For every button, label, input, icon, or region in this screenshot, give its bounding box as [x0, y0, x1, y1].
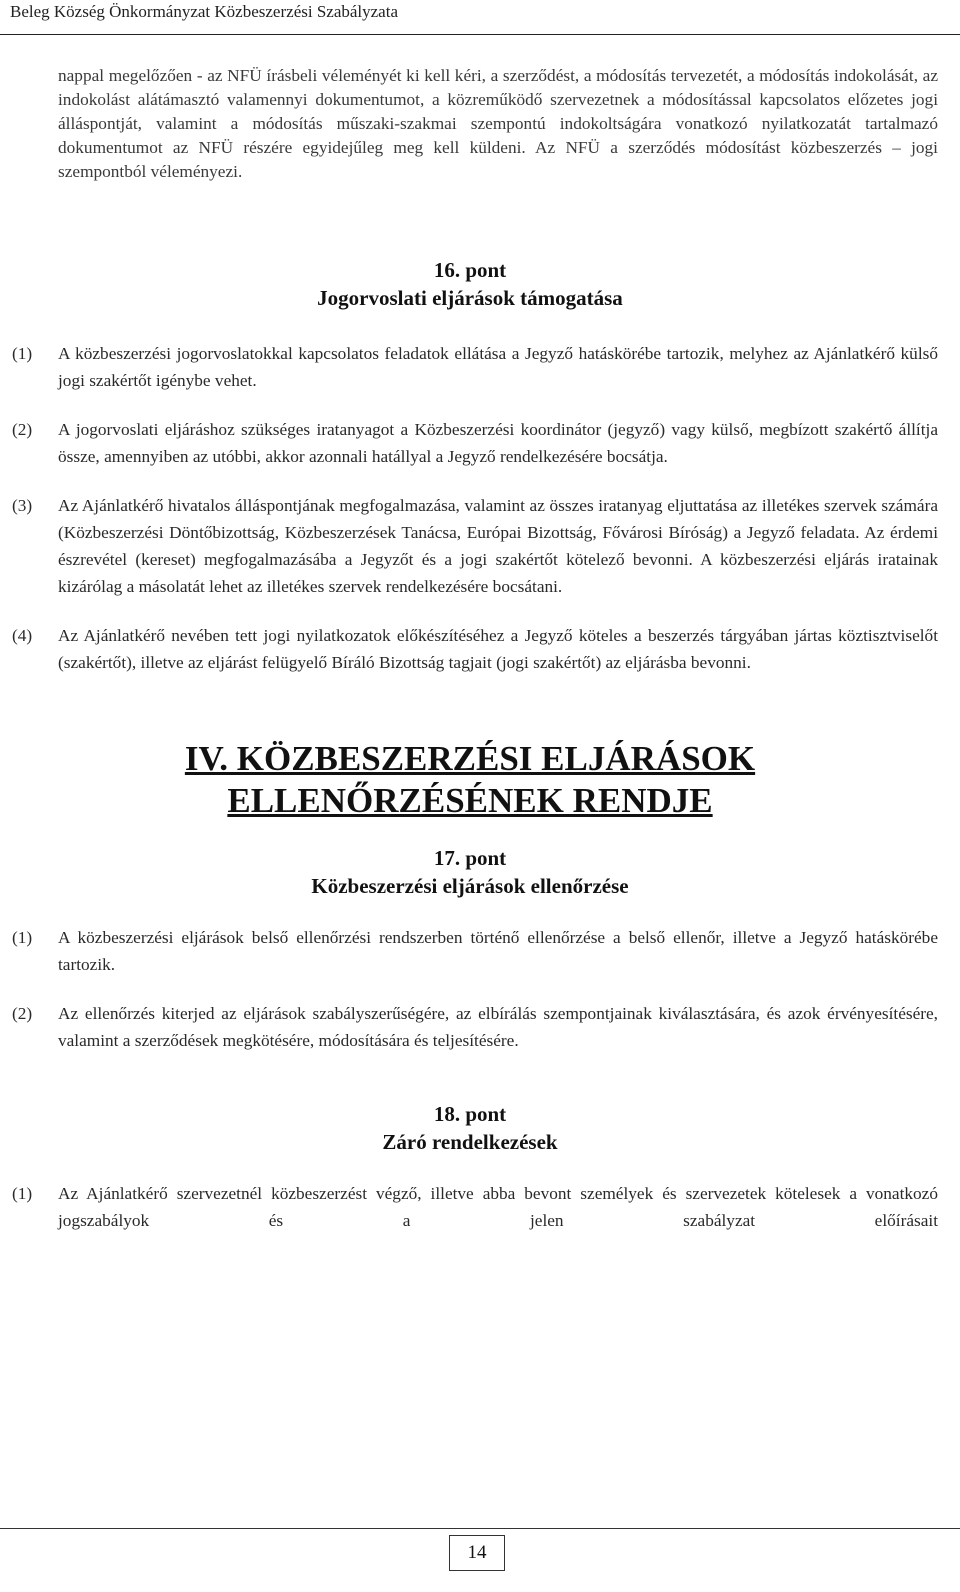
item-text: Az ellenőrzés kiterjed az eljárások szabályszerűségére, az elbírálás szempontjainak kiválasztására, és azok érvényesítésére, valamint a szerződések megkötésére, módosítására és teljesítésére. — [58, 1004, 938, 1050]
section-17-item — [12, 1000, 938, 1054]
item-number: (4) — [12, 626, 33, 645]
item-number: (2) — [12, 420, 33, 439]
footer-divider — [0, 1528, 960, 1529]
section-16-number: 16. pont — [433, 258, 507, 282]
item-text: Az Ajánlatkérő szervezetnél közbeszerzést végző, illetve abba bevont személyek és szervezetek kötelesek a vonatkozó jogszabályok és a jelen szabályzat előírásait — [58, 1184, 938, 1230]
page-header — [0, 0, 960, 35]
item-number: (3) — [12, 496, 33, 515]
section-18-number: 18. pont — [433, 1102, 507, 1126]
item-number: (1) — [12, 928, 33, 947]
item-text: A jogorvoslati eljáráshoz szükséges iratanyagot a Közbeszerzési koordinátor (jegyző) vagy külső, megbízott szakértő állítja össze, amennyiben az utóbbi, akkor azonnali hatállyal a Jegyző rendelkezésére bocsátja. — [58, 420, 938, 466]
document-body — [12, 64, 938, 1256]
page-number: 14 — [449, 1535, 505, 1571]
document-title: Beleg Község Önkormányzat Közbeszerzési Szabályzata — [10, 2, 398, 21]
part-4-title-line-2: ELLENŐRZÉSÉNEK RENDJE — [227, 781, 713, 820]
item-text: Az Ajánlatkérő nevében tett jogi nyilatkozatok előkészítéséhez a Jegyző köteles a beszerzés tárgyában jártas köztisztviselőt (szakértőt), illetve az eljárást felügyelő Bíráló Bizottság tagjait (jogi szakértőt) az eljárásba bevonni. — [58, 626, 938, 672]
section-17-title: Közbeszerzési eljárások ellenőrzése — [311, 874, 629, 898]
item-number: (2) — [12, 1004, 33, 1023]
section-17-number: 17. pont — [433, 846, 507, 870]
section-18-item — [12, 1180, 938, 1234]
section-16-item — [12, 416, 938, 470]
item-number: (1) — [12, 1184, 33, 1203]
section-16-title: Jogorvoslati eljárások támogatása — [317, 286, 623, 310]
section-16-item — [12, 622, 938, 676]
section-17-item — [12, 924, 938, 978]
item-text: A közbeszerzési eljárások belső ellenőrzési rendszerben történő ellenőrzése a belső ellenőr, illetve a Jegyző hatáskörébe tartozik. — [58, 928, 938, 974]
section-18-title: Záró rendelkezések — [382, 1130, 558, 1154]
section-16-item — [12, 340, 938, 394]
item-text: A közbeszerzési jogorvoslatokkal kapcsolatos feladatok ellátása a Jegyző hatáskörébe tartozik, melyhez az Ajánlatkérő külső jogi szakértőt igénybe vehet. — [58, 344, 938, 390]
item-text: Az Ajánlatkérő hivatalos álláspontjának megfogalmazása, valamint az összes iratanyag eljuttatása az illetékes szervek számára (Közbeszerzési Döntőbizottság, Közbeszerzések Tanácsa, Európai Bizottság, Fővárosi Bíróság) a Jegyző feladata. Az érdemi észrevétel (kereset) megfogalmazásába a Jegyzőt és a jogi szakértőt kötelező bevonni. A közbeszerzési eljárás iratainak kizárólag a másolatát lehet az illetékes szervek rendelkezésére bocsátani. — [58, 496, 938, 596]
section-16-item — [12, 492, 938, 600]
part-4-title-line-1: IV. KÖZBESZERZÉSI ELJÁRÁSOK — [184, 739, 756, 778]
intro-paragraph: nappal megelőzően - az NFÜ írásbeli véleményét ki kell kéri, a szerződést, a módosítás tervezetét, a módosítás indokolását, az indokolást alátámasztó valamennyi dokumentumot, a közreműködő szervezetnek a módosítással kapcsolatos előzetes jogi álláspontját, valamint a módosítás műszaki-szakmai szempontú indokoltságára vonatkozó nyilatkozatát tartalmazó dokumentumot az NFÜ részére egyidejűleg meg kell küldeni. Az NFÜ a szerződés módosítást közbeszerzés – jogi szempontból véleményezi. — [58, 66, 938, 181]
item-number: (1) — [12, 344, 33, 363]
